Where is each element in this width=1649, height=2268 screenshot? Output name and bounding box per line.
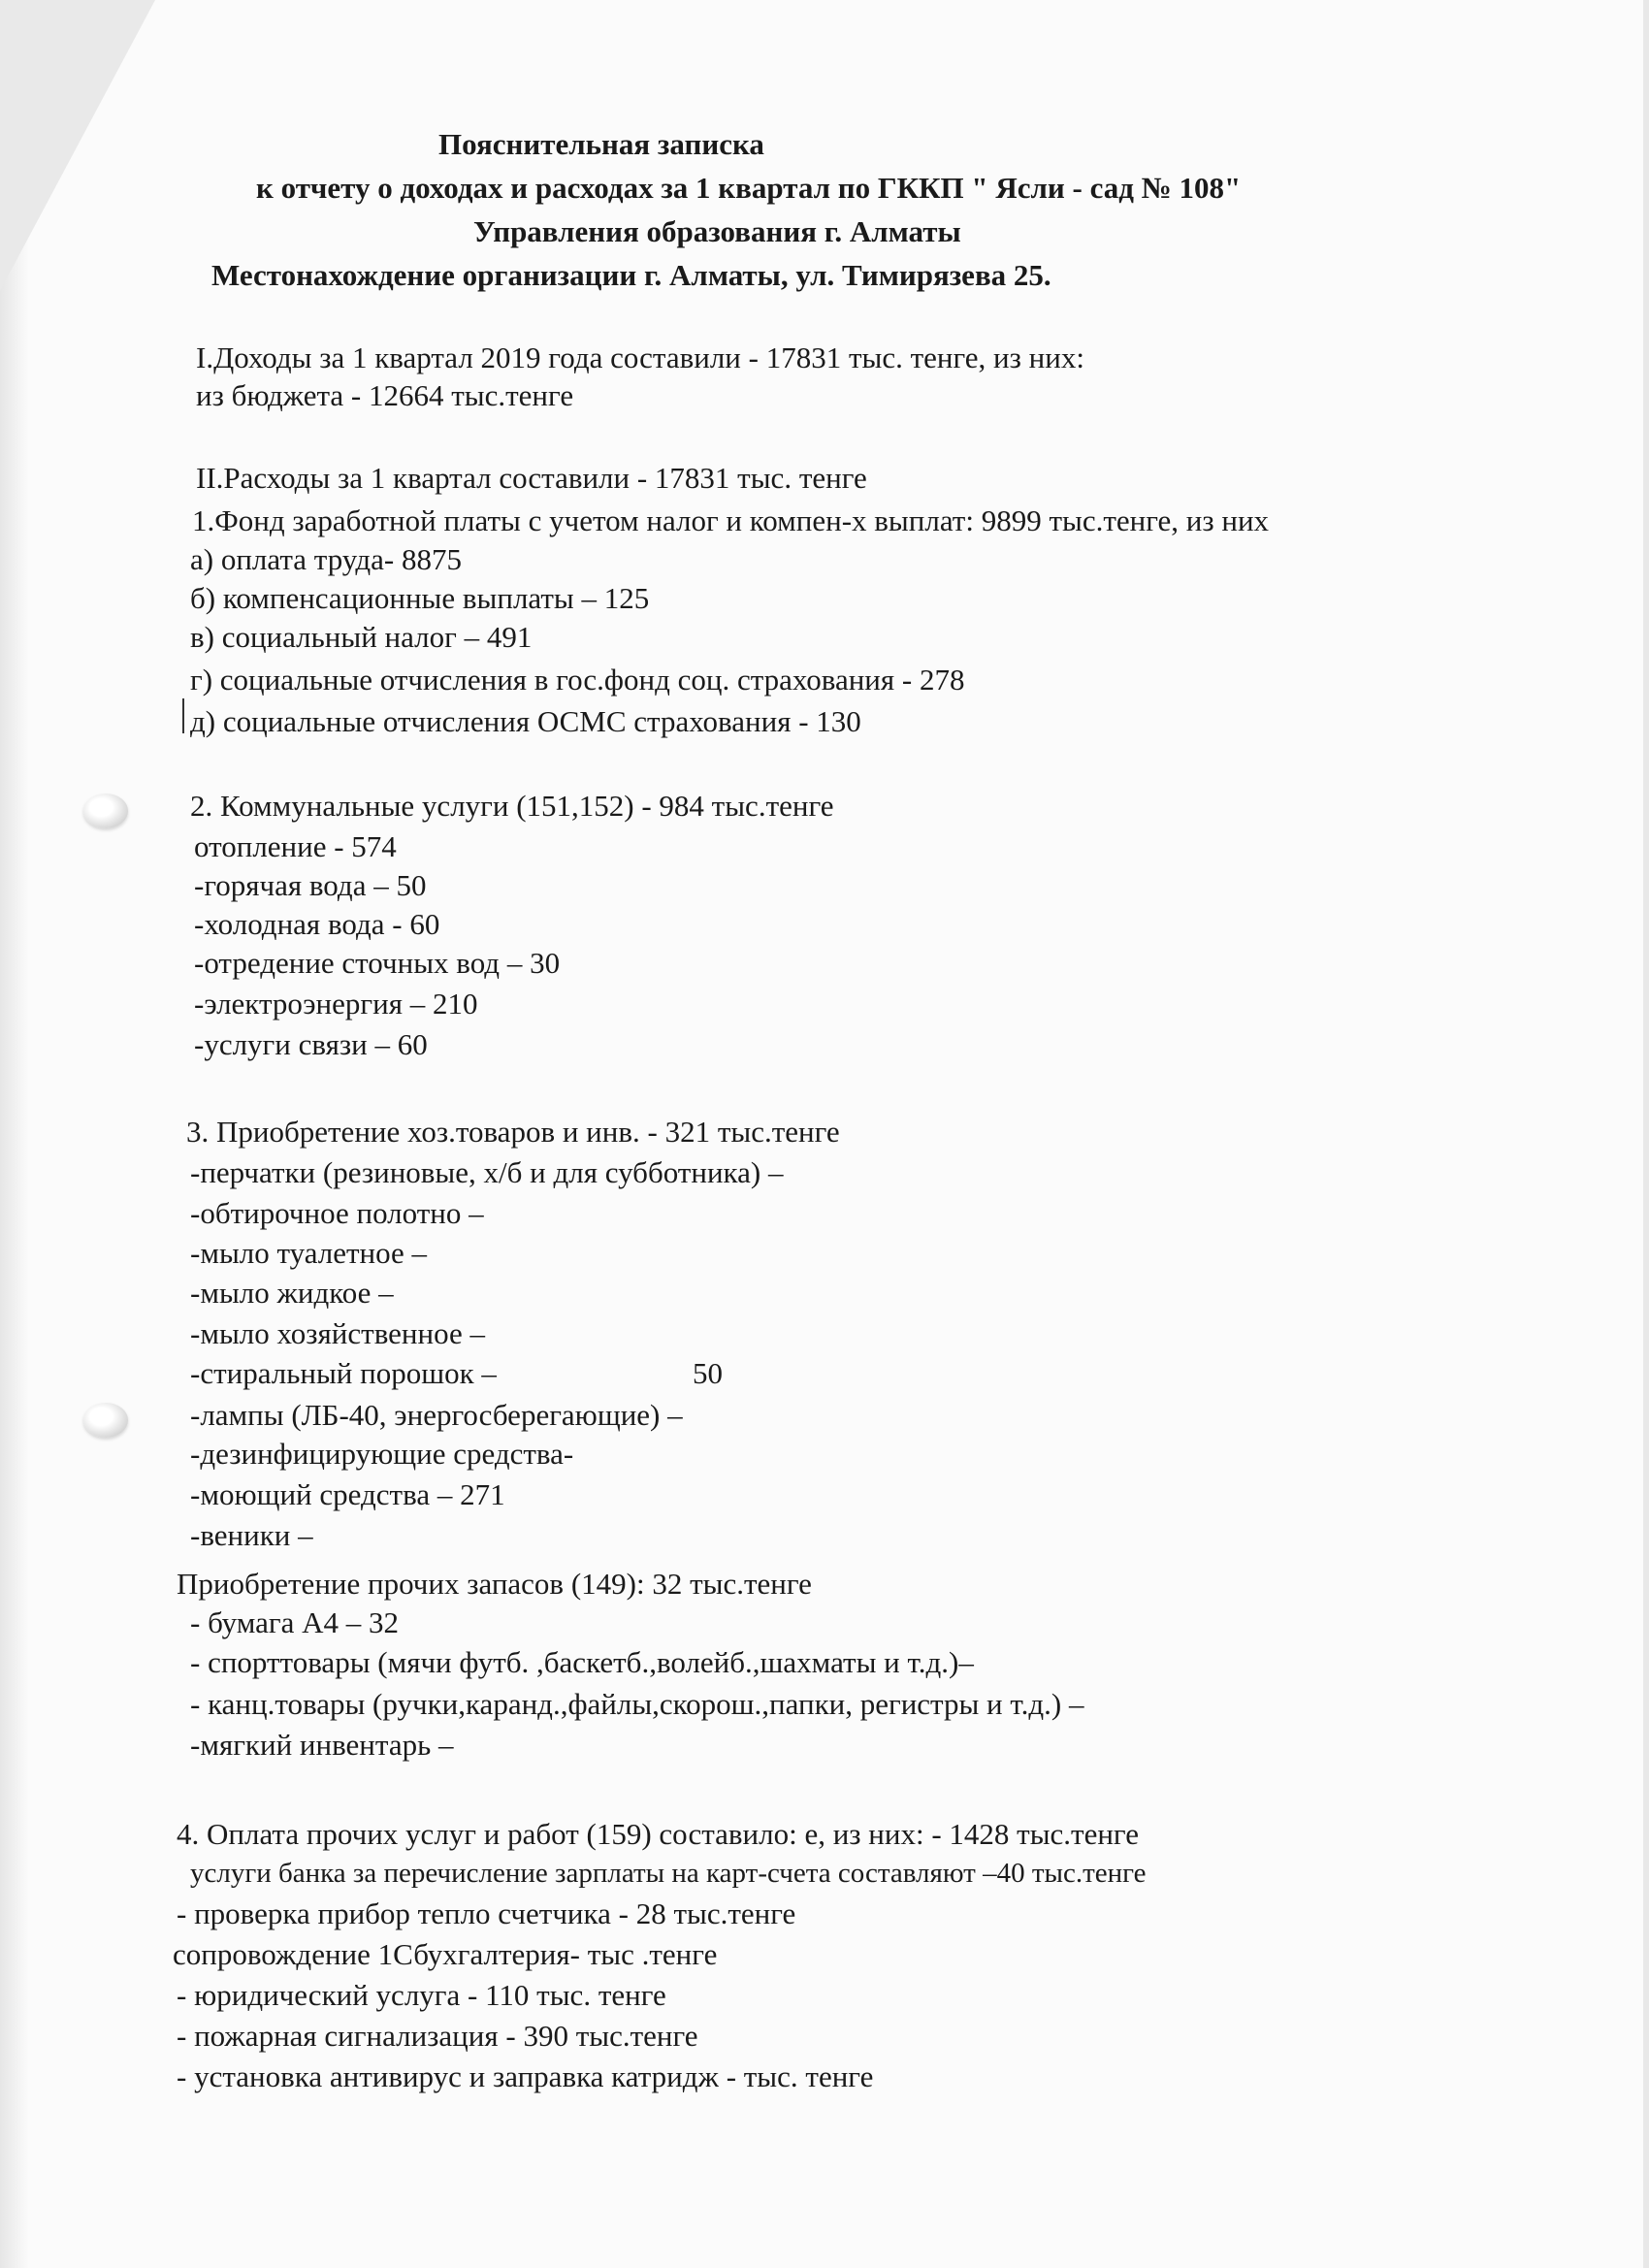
services-item: - проверка прибор тепло счетчика - 28 тыс.тенге [177, 1896, 796, 1930]
services-item: - установка антивирус и заправка катридж - тыс. тенге [177, 2059, 874, 2093]
household-item: -обтирочное полотно – [190, 1196, 484, 1230]
utilities-item: -холодная вода - 60 [194, 907, 440, 941]
margin-mark [182, 698, 184, 733]
other-supplies-item: - канц.товары (ручки,каранд.,файлы,скорош.,папки, регистры и т.д.) – [190, 1687, 1084, 1721]
services-item: сопровождение 1Сбухгалтерия- тыс .тенге [173, 1937, 718, 1971]
folded-corner [0, 0, 155, 291]
header-title: Пояснительная записка [438, 127, 764, 161]
other-supplies-title: Приобретение прочих запасов (149): 32 тыс.тенге [177, 1567, 812, 1601]
utilities-item: -электроэнергия – 210 [194, 987, 478, 1021]
utilities-item: -услуги связи – 60 [194, 1027, 428, 1061]
other-supplies-item: -мягкий инвентарь – [190, 1728, 454, 1762]
household-title: 3. Приобретение хоз.товаров и инв. - 321 тыс.тенге [186, 1115, 840, 1149]
household-item: -моющий средства – 271 [190, 1477, 505, 1511]
household-item: -стиральный порошок – [190, 1356, 497, 1390]
header-department: Управления образования г. Алматы [473, 214, 961, 248]
utilities-item: -горячая вода – 50 [194, 868, 427, 902]
utilities-item: -отредение сточных вод – 30 [194, 946, 561, 980]
household-item: -перчатки (резиновые, х/б и для субботника) – [190, 1155, 784, 1189]
household-item: -мыло жидкое – [190, 1276, 394, 1310]
other-supplies-item: - спорттовары (мячи футб. ,баскетб.,волейб.,шахматы и т.д.)– [190, 1645, 974, 1679]
income-budget: из бюджета - 12664 тыс.тенге [196, 378, 574, 412]
punch-hole-bottom [83, 1403, 128, 1438]
income-total: I.Доходы за 1 квартал 2019 года составили - 17831 тыс. тенге, из них: [196, 340, 1084, 374]
other-supplies-item: - бумага А4 – 32 [190, 1605, 400, 1639]
page-right-edge [1643, 0, 1649, 2268]
utilities-item: отопление - 574 [194, 829, 397, 863]
services-item: услуги банка за перечисление зарплаты на карт-счета составляют –40 тыс.тенге [190, 1858, 1147, 1889]
powder-value: 50 [693, 1356, 723, 1390]
payroll-title: 1.Фонд заработной платы с учетом налог и компен-х выплат: 9899 тыс.тенге, из них [192, 503, 1270, 537]
payroll-item: г) социальные отчисления в гос.фонд соц. страхования - 278 [190, 663, 965, 697]
household-item: -мыло хозяйственное – [190, 1316, 485, 1350]
services-item: - юридический услуга - 110 тыс. тенге [177, 1978, 666, 2012]
utilities-title: 2. Коммунальные услуги (151,152) - 984 тыс.тенге [190, 789, 834, 823]
payroll-item: в) социальный налог – 491 [190, 620, 533, 654]
payroll-item: д) социальные отчисления ОСМС страхования - 130 [190, 704, 861, 738]
household-item: -веники – [190, 1518, 313, 1552]
payroll-item: а) оплата труда- 8875 [190, 542, 462, 576]
page-left-edge [0, 0, 29, 2268]
header-location: Местонахождение организации г. Алматы, ул. Тимирязева 25. [211, 258, 1051, 292]
expenses-title: II.Расходы за 1 квартал составили - 17831 тыс. тенге [196, 461, 867, 495]
services-item: - пожарная сигнализация - 390 тыс.тенге [177, 2019, 698, 2053]
payroll-item: б) компенсационные выплаты – 125 [190, 581, 650, 615]
household-item: -дезинфицирующие средства- [190, 1437, 574, 1471]
services-title: 4. Оплата прочих услуг и работ (159) составило: е, из них: - 1428 тыс.тенге [177, 1817, 1139, 1851]
header-report: к отчету о доходах и расходах за 1 квартал по ГККП " Ясли - сад № 108" [256, 171, 1242, 205]
punch-hole-top [83, 794, 128, 828]
household-item: -мыло туалетное – [190, 1236, 428, 1270]
household-item: -лампы (ЛБ-40, энергосберегающие) – [190, 1398, 683, 1432]
